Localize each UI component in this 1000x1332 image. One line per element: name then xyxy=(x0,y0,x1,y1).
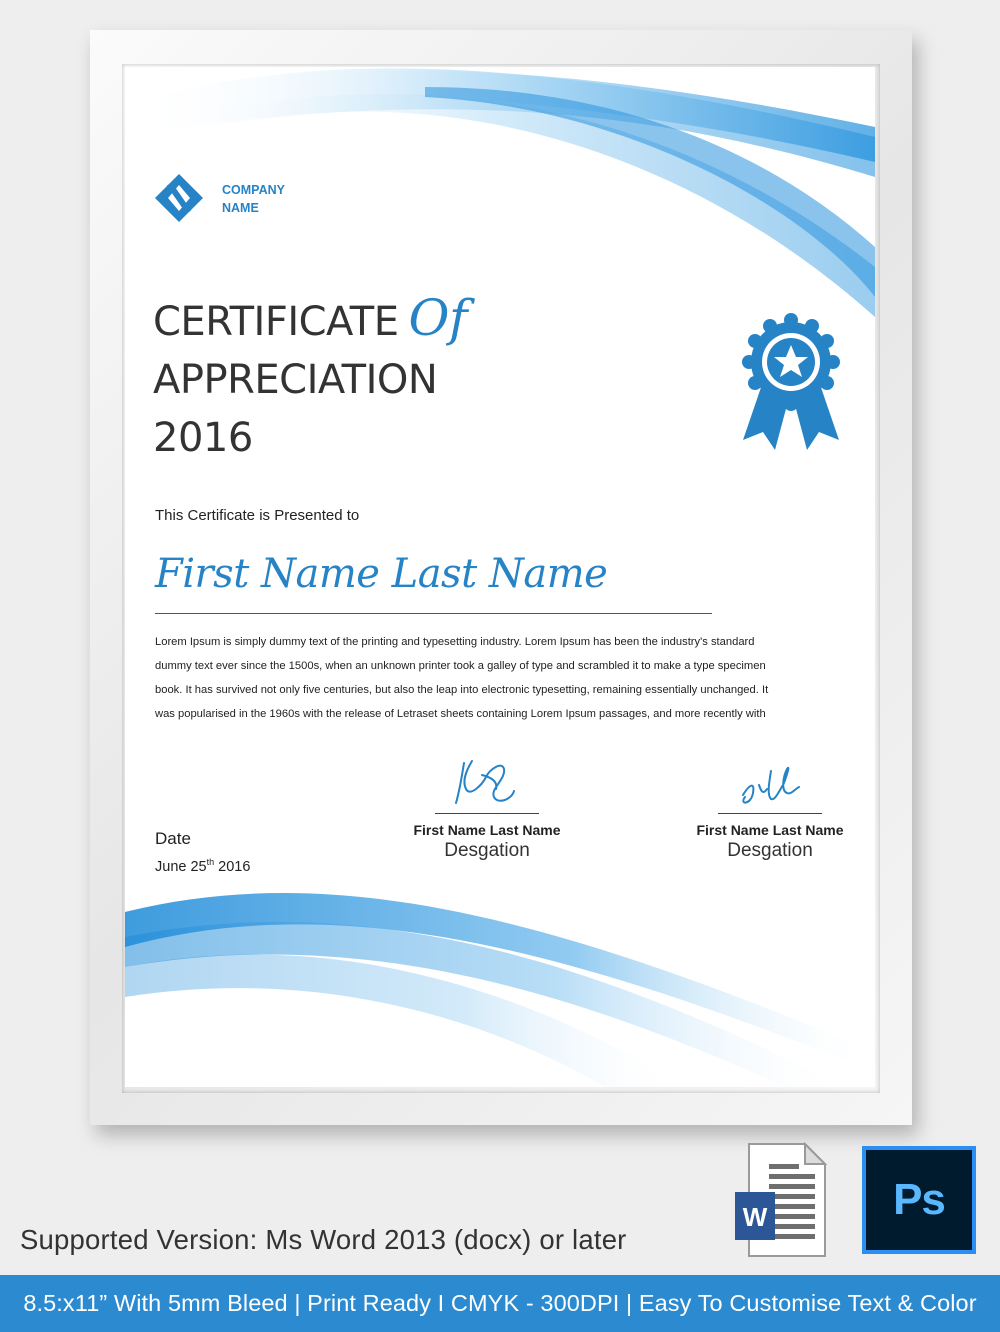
signatory-name-1: First Name Last Name xyxy=(413,822,561,838)
company-name-line1: COMPANY xyxy=(222,183,285,197)
body-text-line: was popularised in the 1960s with the release of Letraset sheets containing Lorem Ipsum passages, and more recently with xyxy=(155,708,766,720)
certificate-paper xyxy=(125,67,875,1087)
signature-block-2 xyxy=(695,755,845,862)
signatory-name-2: First Name Last Name xyxy=(696,822,844,838)
title-year: 2016 xyxy=(153,415,253,461)
signatory-designation-2: Desgation xyxy=(727,840,813,861)
signature-line-2 xyxy=(718,813,822,814)
features-banner-text: 8.5:x11” With 5mm Bleed | Print Ready I CMYK - 300DPI | Easy To Customise Text & Color xyxy=(23,1290,977,1316)
handwritten-signature-2 xyxy=(725,755,815,813)
body-text xyxy=(155,630,845,726)
photoshop-icon xyxy=(862,1146,976,1254)
photoshop-icon-text: Ps xyxy=(893,1175,945,1224)
body-text-line: dummy text ever since the 1500s, when an unknown printer took a galley of type and scrambled it to make a type specimen xyxy=(155,660,766,672)
company-logo-icon xyxy=(154,173,204,223)
title-appreciation: APPRECIATION xyxy=(153,357,438,403)
handwritten-signature-1 xyxy=(442,755,532,813)
recipient-name: First Name Last Name xyxy=(155,551,608,597)
presented-to-label: This Certificate is Presented to xyxy=(155,507,360,524)
date-value xyxy=(155,857,250,875)
date-label: Date xyxy=(155,829,191,848)
ms-word-icon-letter: W xyxy=(742,1202,768,1232)
company-name-line2: NAME xyxy=(222,201,259,215)
body-text-line: book. It has survived not only five centuries, but also the leap into electronic typesetting, remaining essentially unchanged. It xyxy=(155,684,769,696)
certificate-title xyxy=(153,289,467,467)
body-text-line: Lorem Ipsum is simply dummy text of the printing and typesetting industry. Lorem Ipsum has been the industry's standard xyxy=(155,636,755,648)
award-ribbon-star-icon xyxy=(735,310,847,465)
signature-line-1 xyxy=(435,813,539,814)
title-certificate: CERTIFICATE xyxy=(153,299,399,345)
recipient-underline xyxy=(155,613,712,614)
title-of: Of xyxy=(408,289,468,347)
date-value-year: 2016 xyxy=(214,859,251,875)
features-banner xyxy=(0,1275,1000,1332)
ms-word-icon xyxy=(735,1142,827,1258)
supported-version-text: Supported Version: Ms Word 2013 (docx) or later xyxy=(20,1224,627,1255)
signature-block-1 xyxy=(412,755,562,862)
company-name xyxy=(222,181,285,217)
date-value-day: June 25 xyxy=(155,859,207,875)
date-value-suffix: th xyxy=(206,857,215,867)
signatory-designation-1: Desgation xyxy=(444,840,530,861)
